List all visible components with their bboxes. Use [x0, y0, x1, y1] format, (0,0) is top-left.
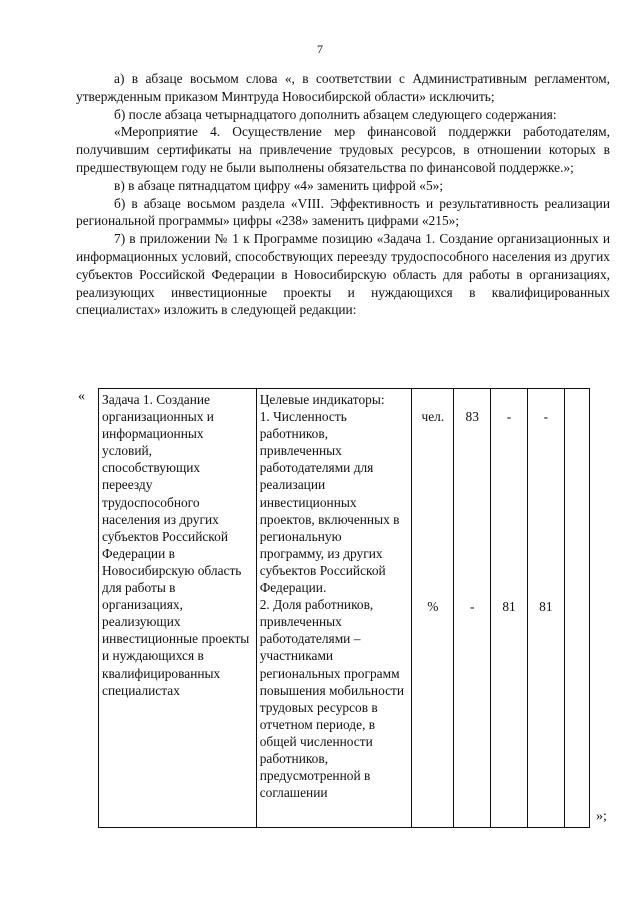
indicators-header: Целевые индикаторы:	[259, 392, 385, 407]
close-quote: »;	[596, 809, 607, 824]
empty-cell	[564, 389, 589, 828]
table-row	[99, 389, 590, 828]
replacement-table-block	[78, 388, 618, 828]
indicator-2-value-3: 81	[539, 599, 553, 614]
page-number: 7	[317, 42, 323, 56]
value-cell-3	[527, 389, 564, 828]
unit-cell	[412, 389, 454, 828]
indicator-2-unit: %	[427, 599, 439, 614]
paragraph-a: а) в абзаце восьмом слова «, в соответствии с Административным регламентом, утвержденным приказом Минтруда Новосибирской области» исключить;	[76, 71, 610, 104]
indicators-cell	[256, 389, 412, 828]
open-quote: «	[78, 389, 85, 404]
task-table	[98, 388, 590, 828]
indicator-1-value-2: -	[506, 409, 512, 424]
indicator-2-text: 2. Доля работников, привлеченных работодателями – участниками региональных программ повышения мобильности трудовых ресурсов в отчетном периоде, в общей численности работников, предусмотренной в соглашении	[259, 597, 405, 801]
document-body	[76, 70, 610, 319]
indicator-1-text: 1. Численность работников, привлеченных работодателями для реализации инвестиционных проектов, включенных в региональную программу, из других субъектов Российской Федерации.	[259, 409, 400, 596]
value-cell-1	[454, 389, 491, 828]
value-cell-2	[491, 389, 528, 828]
indicator-2-value-1: -	[470, 599, 475, 614]
indicator-2-value-2: 81	[502, 599, 516, 614]
paragraph-7: 7) в приложении № 1 к Программе позицию «Задача 1. Создание организационных и информационных условий, способствующих переезду трудоспособного населения из других субъектов Российской Федерации в Новосибирскую область для работы в организациях, реализующих инвестиционные проекты и нуждающихся в квалифицированных специалистах» изложить в следующей редакции:	[76, 231, 610, 318]
indicator-1-value-3: -	[543, 409, 549, 424]
paragraph-6: б) в абзаце восьмом раздела «VIII. Эффективность и результативность реализации региональной программы» цифры «238» заменить цифрами «215»;	[76, 195, 610, 229]
paragraph-b: б) после абзаца четырнадцатого дополнить абзацем следующего содержания:	[114, 106, 557, 122]
indicator-1-value-1: 83	[465, 409, 479, 424]
task-cell: Задача 1. Создание организационных и информационных условий, способствующих переезду трудоспособного населения из других субъектов Российской Федерации в Новосибирскую область для работы в организациях, реализующих инвестиционные проекты и нуждающихся в квалифицированных специалистах	[99, 389, 257, 828]
indicator-1-unit: чел.	[421, 409, 445, 424]
paragraph-v: в) в абзаце пятнадцатом цифру «4» заменить цифрой «5»;	[114, 177, 444, 193]
paragraph-measure-4: «Мероприятие 4. Осуществление мер финансовой поддержки работодателям, получившим сертификаты на привлечение трудовых ресурсов, в отношении которых в предшествующем году не были выполнены обязательства по финансовой поддержке.»;	[76, 124, 610, 175]
